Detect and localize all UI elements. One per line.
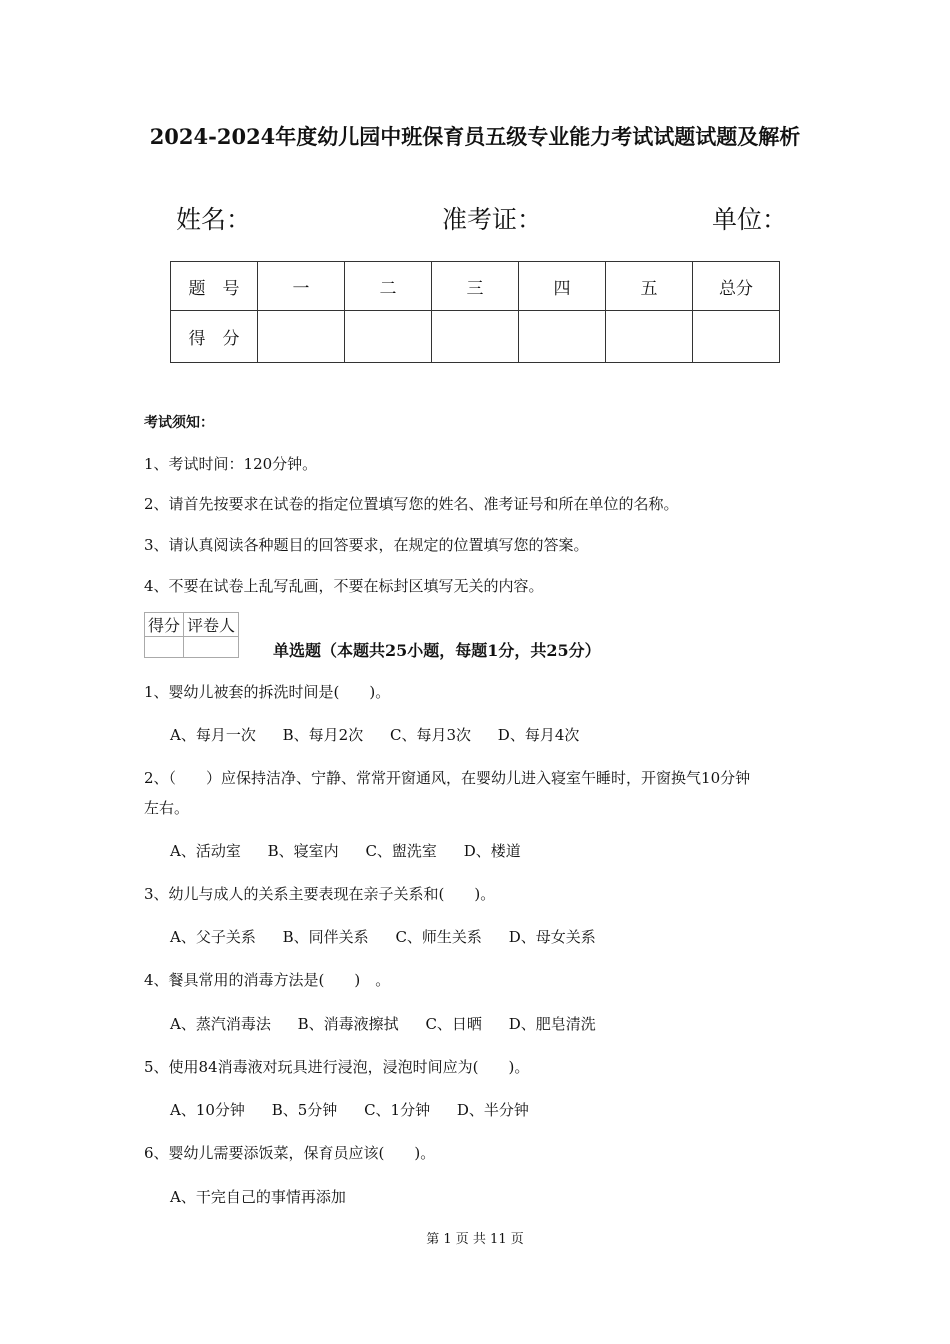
notice-title: 考试须知：	[144, 415, 214, 431]
notice-item: 4、不要在试卷上乱写乱画，不要在标封区填写无关的内容。	[144, 577, 544, 595]
notice-item: 1、考试时间：120分钟。	[144, 455, 318, 473]
score-header-cell: 三	[432, 262, 519, 311]
question-options	[170, 1186, 368, 1207]
unit-label: 单位：	[712, 205, 788, 234]
option-d: D、楼道	[463, 842, 521, 860]
question-options	[170, 1013, 618, 1034]
question-options	[170, 1099, 551, 1120]
option-a: A、干完自己的事情再添加	[170, 1188, 346, 1206]
score-cell[interactable]	[432, 311, 519, 363]
score-header-cell: 二	[345, 262, 432, 311]
option-c: C、日晒	[425, 1015, 482, 1033]
score-table	[170, 261, 780, 363]
question-text: 4、餐具常用的消毒方法是( ) 。	[144, 971, 391, 989]
question-text: 1、婴幼儿被套的拆洗时间是( )。	[144, 683, 391, 701]
exam-id-label: 准考证：	[442, 205, 543, 234]
question-options	[170, 840, 543, 861]
page-footer: 第 1 页 共 11 页	[426, 1232, 524, 1247]
score-header-cell: 题 号	[171, 262, 258, 311]
question-text: 2、（ ）应保持洁净、宁静、常常开窗通风，在婴幼儿进入寝室午睡时，开窗换气10分钟	[144, 769, 751, 787]
option-c: C、盥洗室	[365, 842, 437, 860]
document-title: 2024-2024年度幼儿园中班保育员五级专业能力考试试题试题及解析	[149, 124, 801, 149]
grader-name-cell[interactable]	[184, 637, 239, 658]
score-header-cell: 总分	[693, 262, 780, 311]
option-d: D、半分钟	[456, 1101, 529, 1119]
option-c: C、1分钟	[364, 1101, 431, 1119]
score-header-cell: 一	[258, 262, 345, 311]
option-b: B、同伴关系	[282, 928, 369, 946]
score-cell[interactable]	[519, 311, 606, 363]
option-b: B、寝室内	[267, 842, 339, 860]
option-a: A、蒸汽消毒法	[170, 1015, 271, 1033]
score-table-score-row	[171, 311, 780, 363]
option-a: A、活动室	[170, 842, 241, 860]
option-a: A、每月一次	[170, 726, 256, 744]
score-header-cell: 四	[519, 262, 606, 311]
notice-item: 3、请认真阅读各种题目的回答要求，在规定的位置填写您的答案。	[144, 536, 589, 554]
notice-item: 2、请首先按要求在试卷的指定位置填写您的姓名、准考证号和所在单位的名称。	[144, 495, 679, 513]
grader-box	[144, 612, 239, 658]
option-a: A、10分钟	[170, 1101, 245, 1119]
option-b: B、消毒液擦拭	[297, 1015, 399, 1033]
score-row-label: 得 分	[171, 311, 258, 363]
question-options	[170, 926, 618, 947]
section-title: 单选题（本题共25小题，每题1分，共25分）	[273, 641, 601, 660]
score-cell[interactable]	[693, 311, 780, 363]
score-cell[interactable]	[606, 311, 693, 363]
candidate-fields	[0, 200, 950, 240]
grader-score-label: 得分	[145, 613, 184, 637]
question-text-continued: 左右。	[144, 799, 190, 817]
option-d: D、肥皂清洗	[508, 1015, 596, 1033]
option-c: C、每月3次	[389, 726, 472, 744]
option-c: C、师生关系	[395, 928, 482, 946]
question-text: 5、使用84消毒液对玩具进行浸泡，浸泡时间应为( )。	[144, 1058, 530, 1076]
option-d: D、每月4次	[497, 726, 580, 744]
grader-score-cell[interactable]	[145, 637, 184, 658]
score-cell[interactable]	[345, 311, 432, 363]
name-label: 姓名：	[176, 205, 252, 234]
score-table-header-row	[171, 262, 780, 311]
grader-name-label: 评卷人	[184, 613, 239, 637]
option-a: A、父子关系	[170, 928, 256, 946]
score-cell[interactable]	[258, 311, 345, 363]
question-options	[170, 724, 601, 745]
question-text: 3、幼儿与成人的关系主要表现在亲子关系和( )。	[144, 885, 496, 903]
option-d: D、母女关系	[508, 928, 596, 946]
option-b: B、每月2次	[282, 726, 364, 744]
score-header-cell: 五	[606, 262, 693, 311]
option-b: B、5分钟	[271, 1101, 338, 1119]
question-text: 6、婴幼儿需要添饭菜，保育员应该( )。	[144, 1144, 436, 1162]
